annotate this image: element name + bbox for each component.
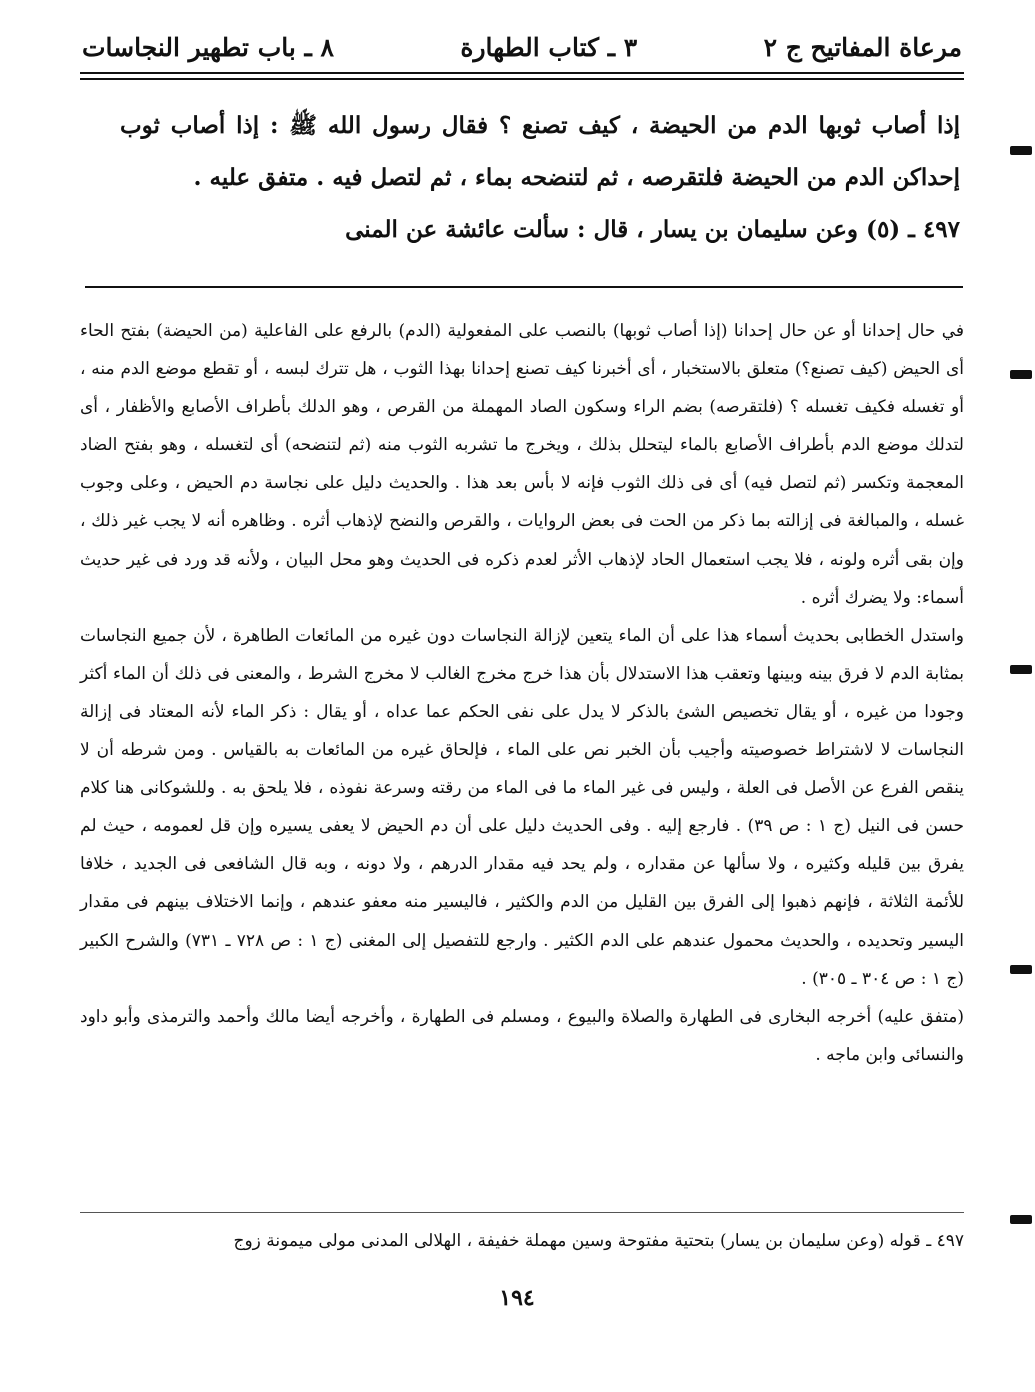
commentary-paragraph: واستدل الخطابى بحديث أسماء هذا على أن الماء يتعين لإزالة النجاسات دون غيره من المائعات الطاهرة ، لأن جميع النجاسات بمثابة الدم لا فرق بينه وبينها وتعقب هذا الاستدلال بأن هذا خرج مخرج الغالب لا مخرج الشرط ، والمعنى فى ذلك أن الماء أكثر وجودا من غيره ، أو يقال تخصيص الشئ بالذكر لا يدل على نفى الحكم عما عداه ، أو يقال : ذكر الماء لأنه المعتاد فى إزالة النجاسات لا لاشتراط خصوصيته وأجيب بأن الخبر نص على الماء ، فإلحاق غيره من المائعات به بالقياس . ومن شرطه أن لا ينقص الفرع عن الأصل فى العلة ، وليس فى غير الماء ما فى الماء من رقته وسرعة نفوذه ، فلا يلحق به . وللشوكانى هنا كلام حسن فى النيل (ج ١ : ص ٣٩) . فارجع إليه . وفى الحديث دليل على أن دم الحيض لا يعفى يسيره وإن قل لعمومه ، حيث لم يفرق بين قليله وكثيره ، ولا سألها عن مقداره ، ولم يحد فيه مقدار الدرهم ، ولا دونه ، وبه قال الشافعى فى الجديد ، خلافا للأئمة الثلاثة ، فإنهم ذهبوا إلى الفرق بين القليل من الدم والكثير ، فاليسير منه معفو عندهم ، وإنما الاختلاف بينهم فى مقدار اليسير وتحديده ، والحديث محمول عندهم على الدم الكثير . وارجع للتفصيل إلى المغنى (ج ١ : ص ٧٢٨ ـ ٧٣١) والشرح الكبير (ج ١ : ص ٣٠٤ ـ ٣٠٥) .: [80, 625, 965, 989]
header-book-title: مرعاة المفاتيح ج ٢: [763, 32, 962, 62]
commentary-section: [80, 312, 964, 1074]
hadith-body: إذا أصاب ثوبها الدم من الحيضة ، كيف تصنع ؟ فقال رسول الله ﷺ : إذا أصاب ثوب إحداكن الدم من الحيضة فلتقرصه ، ثم لتنضحه بماء ، ثم لتصل فيه . متفق عليه .: [120, 112, 960, 191]
margin-marker: [1010, 665, 1032, 674]
text-divider: [85, 286, 963, 288]
page-number: ١٩٤: [499, 1285, 535, 1311]
margin-marker: [1010, 146, 1032, 155]
margin-marker: [1010, 1215, 1032, 1224]
margin-marker: [1010, 965, 1032, 974]
footnote-text: ٤٩٧ ـ قوله (وعن سليمان بن يسار) بتحتية مفتوحة وسين مهملة خفيفة ، الهلالى المدنى مولى ميمونة زوج: [233, 1231, 964, 1251]
running-header: [82, 22, 962, 72]
hadith-text: [120, 100, 960, 256]
next-hadith-heading: ٤٩٧ ـ (٥) وعن سليمان بن يسار ، قال : سألت عائشة عن المنى: [345, 216, 960, 243]
header-rule-bottom: [80, 78, 964, 80]
header-rule-top: [80, 72, 964, 74]
header-chapter-title: ٣ ـ كتاب الطهارة: [460, 32, 638, 62]
footnote-divider: [80, 1212, 964, 1213]
commentary-paragraph: (متفق عليه) أخرجه البخارى فى الطهارة والصلاة والبيوع ، ومسلم فى الطهارة ، وأخرجه أيضا مالك وأحمد والترمذى وأبو داود والنسائى وابن ماجه .: [80, 1006, 964, 1065]
commentary-paragraph: في حال إحدانا أو عن حال إحدانا (إذا أصاب ثوبها) بالنصب على المفعولية (الدم) بالرفع على الفاعلية (من الحيضة) بفتح الحاء أى الحيض (كيف تصنع؟) متعلق بالاستخبار ، أى أخبرنا كيف تصنع إحدانا بهذا الثوب ، هل تترك لبسه ، أو تقطع موضع الدم منه ، أو تغسله فكيف تغسله ؟ (فلتقرصه) بضم الراء وسكون الصاد المهملة من القرص ، وهو الدلك بأطراف الأصابع والأظفار ، أى لتدلك موضع الدم بأطراف الأصابع بالماء ليتحلل بذلك ، ويخرج ما تشربه الثوب منه (ثم لتنضحه) أى لتغسله ، وهو بفتح الضاد المعجمة وتكسر (ثم لتصل فيه) أى فى ذلك الثوب فإنه لا بأس بعد هذا . والحديث دليل على نجاسة دم الحيض ، وعلى وجوب غسله ، والمبالغة فى إزالته بما ذكر من الحت فى بعض الروايات ، والقرص والنضح لإذهاب أثره . وظاهره أنه لا يجب غير ذلك ، وإن بقى أثره ولونه ، فلا يجب استعمال الحاد لإذهاب الأثر لعدم ذكره فى الحديث وهو محل البيان ، ولأنه قد ورد فى غير حديث أسماء: ولا يضرك أثره .: [80, 321, 964, 608]
header-section-title: ٨ ـ باب تطهير النجاسات: [82, 32, 334, 62]
margin-marker: [1010, 370, 1032, 379]
